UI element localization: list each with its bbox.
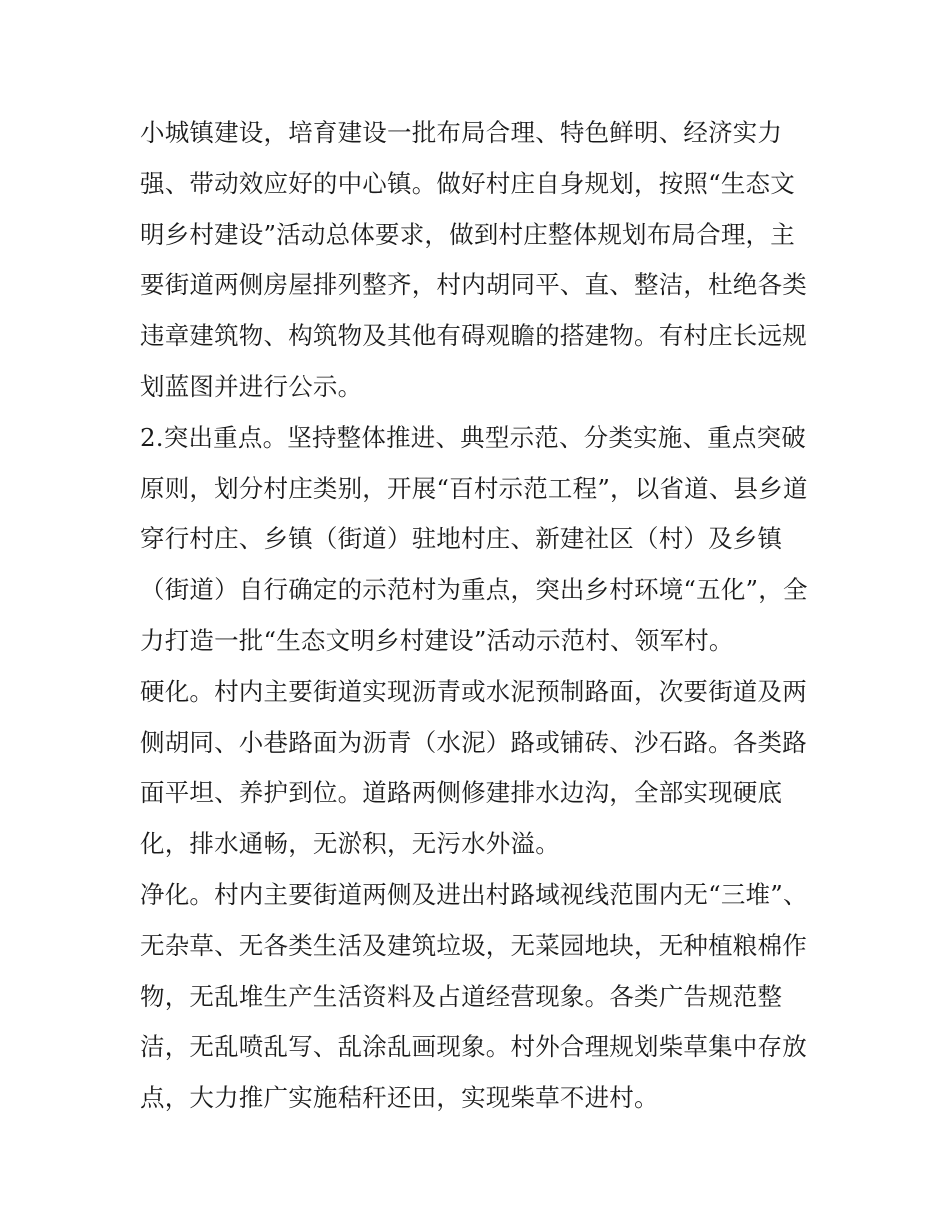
text-line: 划蓝图并进行公示。	[140, 371, 363, 401]
text-line: 物，无乱堆生产生活资料及占道经营现象。各类广告规范整	[140, 981, 783, 1011]
section-heading-line: 2.突出重点。坚持整体推进、典型示范、分类实施、重点突破	[140, 422, 806, 452]
text-line: 违章建筑物、构筑物及其他有碍观瞻的搭建物。有村庄长远规	[140, 321, 807, 351]
paragraph-start-line: 硬化。村内主要街道实现沥青或水泥预制路面，次要街道及两	[140, 676, 807, 706]
text-line: 小城镇建设，培育建设一批布局合理、特色鲜明、经济实力	[140, 118, 783, 147]
text-line: 力打造一批“生态文明乡村建设”活动示范村、领军村。	[140, 625, 734, 655]
text-line: 原则，划分村庄类别，开展“百村示范工程”，以省道、县乡道	[140, 473, 808, 503]
text-line: 明乡村建设”活动总体要求，做到村庄整体规划布局合理，主	[140, 219, 795, 249]
document-body	[140, 108, 830, 1124]
paragraph-start-line: 净化。村内主要街道两侧及进出村路域视线范围内无“三堆”、	[140, 879, 808, 909]
text-line: 点，大力推广实施秸秆还田，实现柴草不进村。	[140, 1083, 659, 1113]
text-line: 化，排水通畅，无淤积，无污水外溢。	[140, 829, 560, 859]
text-line: 无杂草、无各类生活及建筑垃圾，无菜园地块，无种植粮棉作	[140, 930, 807, 960]
text-line: 侧胡同、小巷路面为沥青（水泥）路或铺砖、沙石路。各类路	[140, 727, 807, 757]
text-line: 洁，无乱喷乱写、乱涂乱画现象。村外合理规划柴草集中存放	[140, 1032, 807, 1062]
text-line: 穿行村庄、乡镇（街道）驻地村庄、新建社区（村）及乡镇	[140, 524, 783, 554]
text-line: 要街道两侧房屋排列整齐，村内胡同平、直、整洁，杜绝各类	[140, 270, 807, 300]
text-line: （街道）自行确定的示范村为重点，突出乡村环境“五化”，全	[140, 575, 808, 605]
text-line: 强、带动效应好的中心镇。做好村庄自身规划，按照“生态文	[140, 168, 795, 198]
text-line: 面平坦、养护到位。道路两侧修建排水边沟，全部实现硬底	[140, 778, 783, 808]
